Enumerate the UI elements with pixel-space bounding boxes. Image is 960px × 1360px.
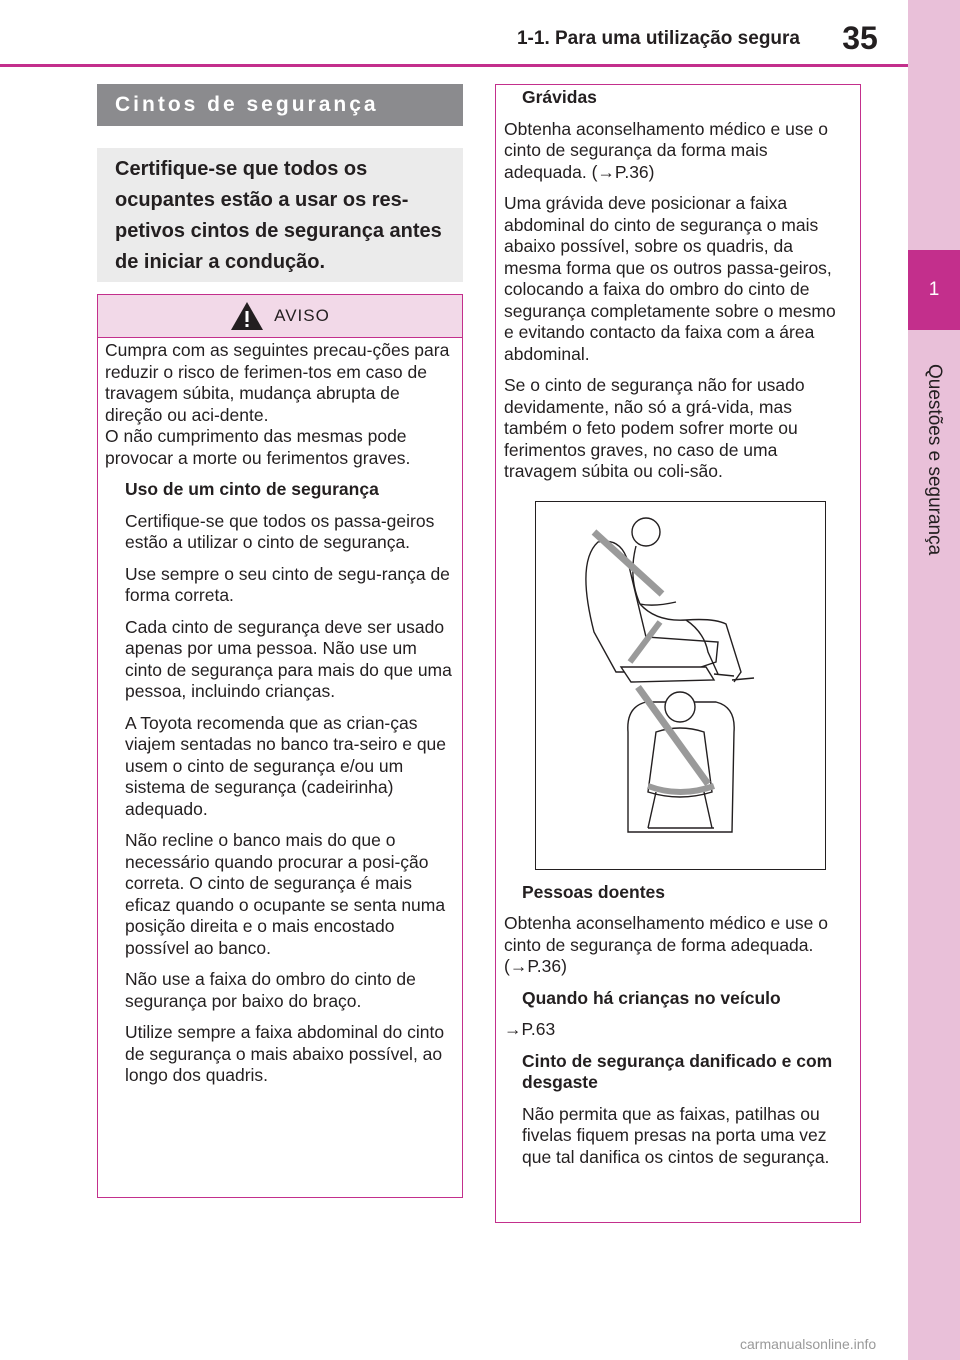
warning-icon [230,301,264,331]
chapter-label [908,340,960,580]
warning-paragraph: Cada cinto de segurança deve ser usado apenas por uma pessoa. Não use um cinto de segurança para mais do que uma pessoa, incluindo crianças. [125,616,452,701]
chapter-header-title: 1-1. Para uma utilização segura [516,28,800,49]
section-intro: Certifique-se que todos os ocupantes estão a usar os res-petivos cintos de segurança antes de iniciar a condução. [97,148,463,282]
warning-item-title: Uso de um cinto de segurança [125,479,379,499]
chapter-label-text: Questões e segurança [924,364,945,556]
ill-persons-paragraph: Obtenha aconselhamento médico e use o cinto de segurança de forma adequada. (→P.36) [504,913,828,976]
warning-label: AVISO [274,306,330,325]
warning-paragraph: Certifique-se que todos os passa-geiros estão a utilizar o cinto de segurança. [125,510,435,552]
warning-paragraph: Não recline o banco mais do que o necessário quando procurar a posi-ção correta. O cinto de segurança é mais eficaz quando o ocupante se senta numa posição direita e o mais encostado possível ao banco. [125,830,446,958]
warning-intro-consequence: O não cumprimento das mesmas pode provocar a morte ou ferimentos graves. [105,426,411,468]
section-title: Cintos de segurança [97,84,463,126]
chapter-number-tab[interactable]: 1 [908,250,960,330]
watermark: carmanualsonline.info [740,1336,877,1352]
illustration-drawing [536,502,824,868]
page-number: 35 [842,20,878,56]
warning-paragraph: A Toyota recomenda que as crian-ças viajem sentadas no banco tra-seiro e que usem o cinto de segurança e/ou um sistema de segurança (cadeirinha) adequado. [125,712,447,819]
info-box [495,84,861,1223]
children-title: Quando há crianças no veículo [522,987,781,1008]
pregnant-paragraph: Se o cinto de segurança não for usado devidamente, não só a grá-vida, mas também o feto podem sofrer morte ou ferimentos graves, no caso de uma travagem súbita ou coli-são. [504,375,805,481]
pregnant-title: Grávidas [522,87,597,107]
warning-paragraph: Use sempre o seu cinto de segu-rança de forma correta. [125,563,450,605]
warning-paragraph: Não use a faixa do ombro do cinto de segurança por baixo do braço. [125,969,416,1011]
warning-box [97,294,463,1198]
damaged-belt-paragraph: Não permita que as faixas, patilhas ou fivelas fiquem presas na porta uma vez que tal danifica os cintos de segurança. [522,1103,830,1167]
warning-header [98,295,462,338]
side-tab [908,0,960,1360]
warning-paragraph: Utilize sempre a faixa abdominal do cinto de segurança o mais abaixo possível, ao longo dos quadris. [125,1022,445,1085]
warning-body [98,338,462,1087]
warning-intro: Cumpra com as seguintes precau-ções para reduzir o risco de ferimen-tos em caso de travagem súbita, mudança abrupta de direção ou aci-dente. [105,340,450,425]
warning-item [125,479,452,1087]
header-rule [0,64,908,67]
damaged-belt-title: Cinto de segurança danificado e com desgaste [522,1050,833,1092]
pregnant-paragraph: Obtenha aconselhamento médico e use o cinto de segurança da forma mais adequada. (→P.36) [504,118,828,182]
pregnant-seatbelt-illustration [535,501,826,870]
children-page-reference[interactable]: →P.63 [504,1019,556,1039]
pregnant-paragraph: Uma grávida deve posicionar a faixa abdominal do cinto de segurança o mais abaixo possível, sobre os quadris, da mesma forma que os outros passa-geiros, colocando a faixa do ombro do cinto de segurança completamente sobre o mesmo e evitando contacto da faixa com a área abdominal. [504,193,836,364]
ill-persons-title: Pessoas doentes [522,881,665,902]
